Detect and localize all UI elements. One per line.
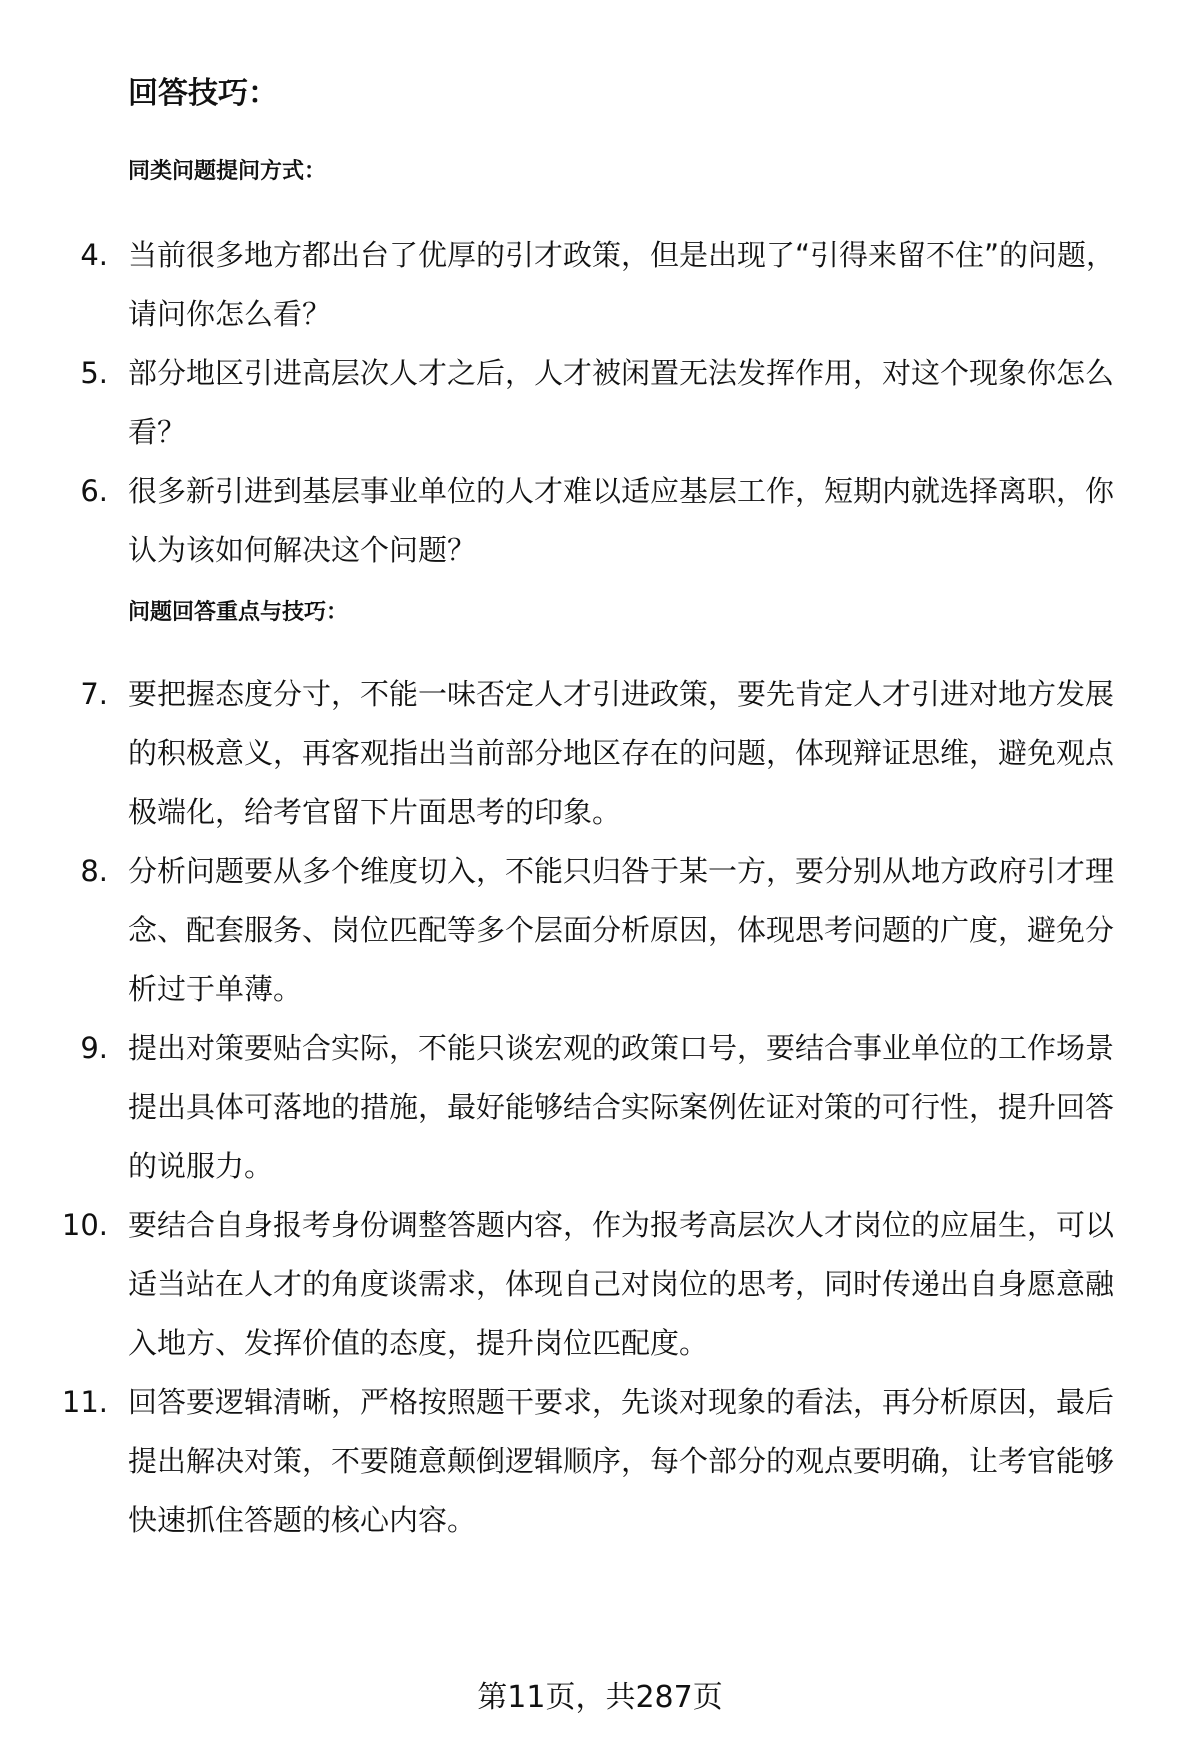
item-number: 4. [80,238,108,272]
list-item [0,1196,1200,1373]
list-item [0,1373,1200,1550]
key-points-heading: 问题回答重点与技巧： [128,600,349,625]
item-number: 11. [61,1385,108,1419]
list-item [0,842,1200,1019]
item-number: 6. [80,474,108,508]
page-footer: 第11页，共287页 [477,1680,723,1715]
item-text: 当前很多地方都出台了优厚的引才政策，但是出现了“引得来留不住”的问题，请问你怎么看？ [128,238,1116,331]
item-text: 部分地区引进高层次人才之后，人才被闲置无法发挥作用，对这个现象你怎么看？ [128,356,1115,449]
item-number: 8. [80,854,108,888]
item-text: 回答要逻辑清晰，严格按照题干要求，先谈对现象的看法，再分析原因，最后提出解决对策，不要随意颠倒逻辑顺序，每个部分的观点要明确，让考官能够快速抓住答题的核心内容。 [128,1385,1115,1537]
section-title: 回答技巧： [128,76,278,111]
item-text: 提出对策要贴合实际，不能只谈宏观的政策口号，要结合事业单位的工作场景提出具体可落地的措施，最好能够结合实际案例佐证对策的可行性，提升回答的说服力。 [128,1031,1115,1183]
item-number: 9. [80,1031,108,1065]
item-number: 10. [61,1208,108,1242]
list-item [0,344,1200,462]
item-number: 5. [80,356,108,390]
similar-questions-heading: 同类问题提问方式： [128,159,327,184]
list-item [0,1019,1200,1196]
similar-questions-list [0,226,1200,580]
key-points-list [0,665,1200,1550]
list-item [0,226,1200,344]
item-text: 很多新引进到基层事业单位的人才难以适应基层工作，短期内就选择离职，你认为该如何解决这个问题？ [128,474,1115,567]
item-text: 要结合自身报考身份调整答题内容，作为报考高层次人才岗位的应届生，可以适当站在人才的角度谈需求，体现自己对岗位的思考，同时传递出自身愿意融入地方、发挥价值的态度，提升岗位匹配度。 [128,1208,1115,1360]
item-number: 7. [80,677,108,711]
list-item [0,462,1200,580]
list-item [0,665,1200,842]
item-text: 要把握态度分寸，不能一味否定人才引进政策，要先肯定人才引进对地方发展的积极意义，再客观指出当前部分地区存在的问题，体现辩证思维，避免观点极端化，给考官留下片面思考的印象。 [128,677,1115,829]
item-text: 分析问题要从多个维度切入，不能只归咎于某一方，要分别从地方政府引才理念、配套服务、岗位匹配等多个层面分析原因，体现思考问题的广度，避免分析过于单薄。 [128,854,1115,1006]
